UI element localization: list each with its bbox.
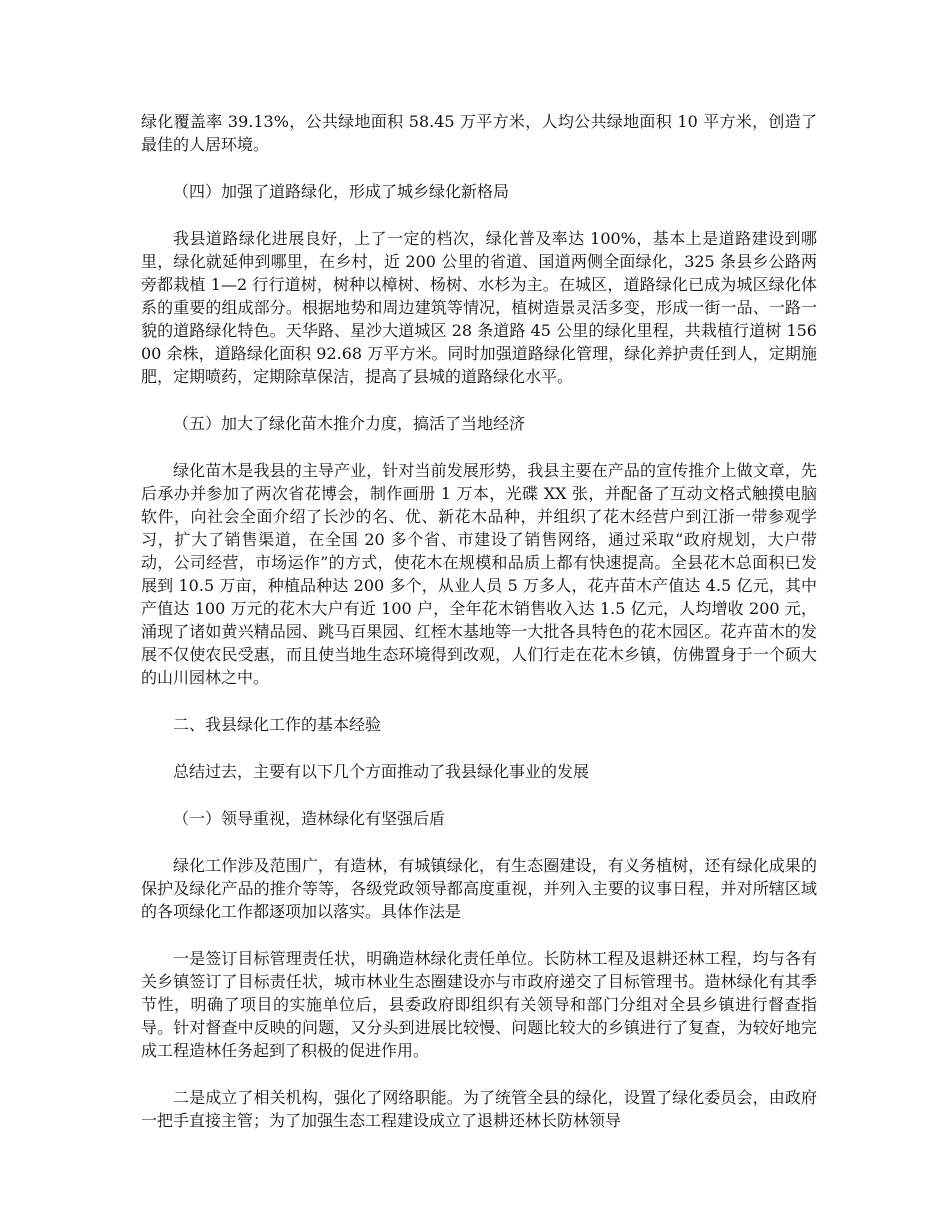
paragraph-road-greening: 我县道路绿化进展良好，上了一定的档次，绿化普及率达 100%，基本上是道路建设到哪里，绿化就延伸到哪里，在乡村，近 200 公里的省道、国道两侧全面绿化，325 条县乡公路两旁都栽植 1—2 行行道树，树种以樟树、杨树、水杉为主。在城区，道路绿化已成为城区绿化体系的重要的组成部分。根据地势和周边建筑等情况，植树造景灵活多变，形成一街一品、一路一貌的道路绿化特色。天华路、星沙大道城区 28 条道路 45 公里的绿化里程，共栽植行道树 15600 余株，道路绿化面积 92.68 万平方米。同时加强道路绿化管理，绿化养护责任到人，定期施肥，定期喷药，定期除草保洁，提高了县城的道路绿化水平。 (141, 229, 817, 386)
paragraph-leadership: 绿化工作涉及范围广，有造林，有城镇绿化，有生态圈建设，有义务植树，还有绿化成果的保护及绿化产品的推介等等，各级党政领导都高度重视，并列入主要的议事日程，并对所辖区域的各项绿化工作都逐项加以落实。具体作法是 (141, 856, 817, 921)
paragraph-summary-intro: 总结过去，主要有以下几个方面推动了我县绿化事业的发展 (173, 762, 590, 781)
section-heading-leadership: （一）领导重视，造林绿化有坚强后盾 (173, 809, 446, 828)
section-heading-road-greening: （四）加强了道路绿化，形成了城乡绿化新格局 (173, 182, 510, 201)
section-heading-nursery-promotion: （五）加大了绿化苗木推介力度，搞活了当地经济 (173, 414, 526, 433)
paragraph-institutions: 二是成立了相关机构，强化了网络职能。为了统管全县的绿化，设置了绿化委员会，由政府一把手直接主管；为了加强生态工程建设成立了退耕还林长防林领导 (141, 1088, 817, 1130)
section-heading-basic-experience: 二、我县绿化工作的基本经验 (173, 715, 382, 734)
paragraph-continued: 绿化覆盖率 39.13%，公共绿地面积 58.45 万平方米，人均公共绿地面积 10 平方米，创造了最佳的人居环境。 (141, 112, 817, 154)
paragraph-nursery-promotion: 绿化苗木是我县的主导产业，针对当前发展形势，我县主要在产品的宣传推介上做文章，先后承办并参加了两次省花博会，制作画册 1 万本，光碟 XX 张，并配备了互动文格式触摸电脑软件，向社会全面介绍了长沙的名、优、新花木品种，并组织了花木经营户到江浙一带参观学习，扩大了销售渠道，在全国 20 多个省、市建设了销售网络，通过采取“政府规划，大户带动，公司经营，市场运作”的方式，使花木在规模和品质上都有快速提高。全县花木总面积已发展到 10.5 万亩，种植品种达 200 多个，从业人员 5 万多人，花卉苗木产值达 4.5 亿元，其中产值达 100 万元的花木大户有近 100 户，全年花木销售收入达 1.5 亿元，人均增收 200 元，涌现了诸如黄兴精品园、跳马百果园、红桎木基地等一大批各具特色的花木园区。花卉苗木的发展不仅使农民受惠，而且使当地生态环境得到改观，人们行走在花木乡镇，仿佛置身于一个硕大的山川园林之中。 (141, 461, 817, 687)
document-page (141, 110, 817, 1132)
paragraph-target-responsibility: 一是签订目标管理责任状，明确造林绿化责任单位。长防林工程及退耕还林工程，均与各有关乡镇签订了目标责任状，城市林业生态圈建设亦与市政府递交了目标管理书。造林绿化有其季节性，明确了项目的实施单位后，县委政府即组织有关领导和部门分组对全县乡镇进行督查指导。针对督查中反映的问题，又分头到进展比较慢、问题比较大的乡镇进行了复查，为较好地完成工程造林任务起到了积极的促进作用。 (141, 949, 817, 1060)
